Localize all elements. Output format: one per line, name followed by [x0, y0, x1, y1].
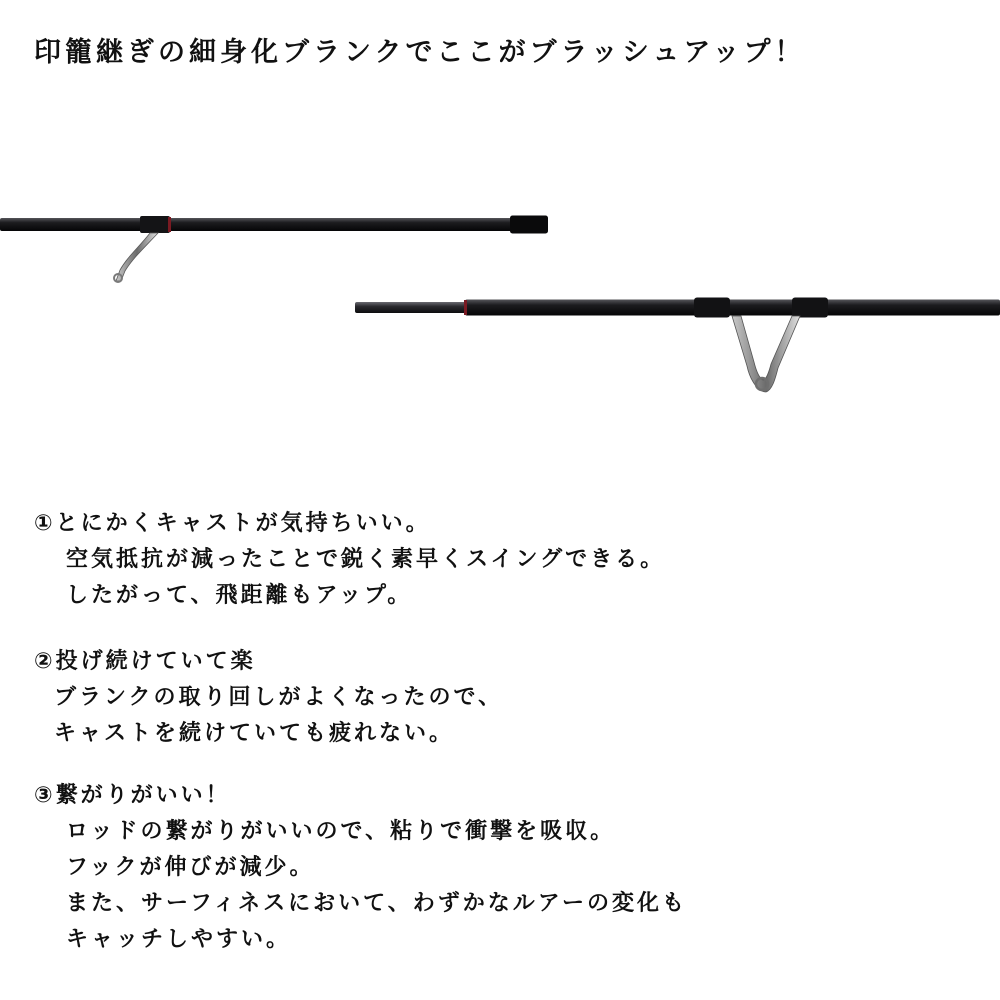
point-3-line-4: キャッチしやすい。 — [66, 927, 292, 952]
upper-rod-section — [0, 216, 548, 283]
upper-guide — [116, 233, 158, 281]
lower-spigot — [355, 302, 467, 313]
lower-wrap-left — [694, 298, 730, 318]
lower-wrap-right — [792, 298, 828, 318]
lower-blank — [465, 300, 1000, 316]
point-2 — [34, 644, 503, 752]
point-2-line-1: ブランクの取り回しがよくなったので、 — [54, 685, 504, 710]
point-3 — [34, 778, 687, 958]
point-3-title: ③繋がりがいい！ — [34, 783, 231, 808]
upper-guide-wrap — [140, 216, 170, 233]
rod-illustration — [0, 0, 1000, 460]
point-1-line-2: したがって、飛距離もアップ。 — [66, 583, 413, 608]
point-3-line-1: ロッドの繋がりがいいので、粘りで衝撃を吸収。 — [66, 819, 616, 844]
point-2-line-2: キャストを続けていても疲れない。 — [54, 721, 455, 746]
point-1-title: ①とにかくキャストが気持ちいい。 — [34, 511, 431, 536]
upper-blank — [0, 218, 548, 231]
upper-ferrule-cap — [510, 216, 548, 234]
lower-rod-section — [355, 298, 1000, 393]
headline: 印籠継ぎの細身化ブランクでここがブラッシュアップ！ — [34, 37, 806, 68]
upper-wrap-accent — [168, 217, 171, 232]
point-1 — [34, 506, 665, 614]
point-3-line-2: フックが伸びが減少。 — [66, 855, 315, 880]
point-3-line-3: また、サーフィネスにおいて、わずかなルアーの変化も — [66, 891, 688, 916]
point-1-line-1: 空気抵抗が減ったことで鋭く素早くスイングできる。 — [66, 547, 666, 572]
point-2-title: ②投げ続けていて楽 — [34, 649, 256, 674]
lower-spigot-accent — [464, 300, 467, 315]
